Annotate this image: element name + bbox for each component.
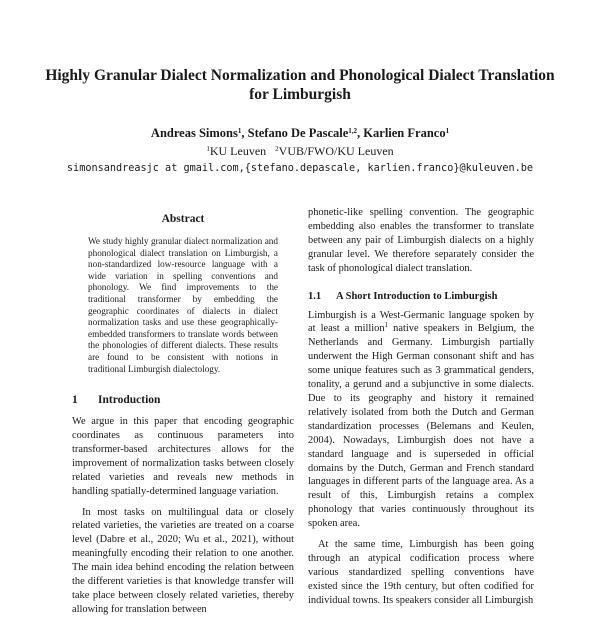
author-affiliation-mark: 1,2	[348, 127, 358, 135]
author-emails: simonsandreasjc at gmail.com,{stefano.depascale, karlien.franco}@kuleuven.be	[66, 163, 534, 174]
paragraph: In most tasks on multilingual data or closely related varieties, the varieties are treated on a coarse level (Dabre et al., 2020; Wu et al., 2021), without meaningfully encoding their relation to one another. The main idea behind encoding the relation between the different varieties is that knowledge transfer will take place between closely related varieties, thereby allowing for translation between	[72, 506, 294, 615]
section-heading	[72, 393, 294, 407]
author-name: Stefano De Pascale	[247, 126, 349, 140]
subsection-number: 1.1	[308, 290, 322, 302]
paper-title: Highly Granular Dialect Normalization and Phonological Dialect Translation for Limburgish	[45, 67, 555, 103]
paragraph: phonetic-like spelling convention. The geographic embedding also enables the transformer to translate between any pair of Limburgish dialects on a highly granular level. We therefore separately consider the task of phonological dialect translation.	[308, 207, 534, 274]
author-name: Andreas Simons	[150, 126, 238, 140]
paragraph: At the same time, Limburgish has been going through an atypical codification process where various standardized spelling conventions have existed since the 19th century, but often codified for individual towns. Its speakers consider all Limburgish	[308, 539, 534, 606]
author-separator: ,	[357, 126, 364, 140]
author-affiliation-mark: 1	[445, 127, 450, 135]
affiliation-mark: 2	[275, 145, 279, 153]
footnote-marker[interactable]: 1	[384, 321, 389, 330]
paragraph-text: native speakers in Belgium, the Netherlands and Germany. Limburgish partially underwent the High German consonant shift and has some unique features such as 3 grammatical genders, tonality, a gerund and a subjunctive in some dialects. Due to its geography and history it remained relatively isolated from both the Dutch and German standardization processes (Belemans and Keulen, 2004). Nowadays, Limburgish does not have a standard language and is superseded in official domains by the Dutch, German and French standard languages in different parts of the language area. As a result of this, Limburgish retains a complex phonology that varies continuously throughout its spoken area.	[308, 323, 534, 530]
paragraph-text: Limburgish is a West-Germanic language spoken by at least a million	[308, 309, 534, 335]
affiliations	[40, 144, 560, 159]
right-column	[308, 206, 534, 608]
author-list	[40, 125, 560, 141]
author-name: Karlien Franco	[363, 126, 446, 140]
author-separator: ,	[241, 126, 248, 140]
subsection-heading	[308, 290, 534, 303]
subsection-title: A Short Introduction to Limburgish	[336, 290, 498, 302]
author-affiliation-mark: 1	[237, 127, 242, 135]
left-column	[72, 210, 294, 617]
paragraph: We argue in this paper that encoding geographic coordinates as continuous parameters into transformer-based architectures allows for the improvement of normalization tasks between closely related varieties and reveals new methods in handling spatially-determined language variation.	[72, 416, 294, 497]
section-number: 1	[72, 394, 78, 407]
affiliation: KU Leuven	[209, 144, 267, 158]
paragraph	[308, 309, 534, 532]
affiliation-mark: 1	[206, 145, 210, 153]
abstract-text: We study highly granular dialect normalization and phonological dialect translation on Limburgish, a non-standardized low-resource language with a wide variation in spelling conventions and phonology. We find improvements to the traditional transformer by embedding the geographic coordinates of dialects in dialect normalization tasks and use these geographically-embedded transformers to translate words between the phonologies of different dialects. These results are found to be consistent with notions in traditional Limburgish dialectology.	[88, 236, 278, 374]
abstract-heading: Abstract	[161, 213, 205, 225]
section-title: Introduction	[98, 394, 161, 407]
affiliation: VUB/FWO/KU Leuven	[278, 144, 394, 158]
